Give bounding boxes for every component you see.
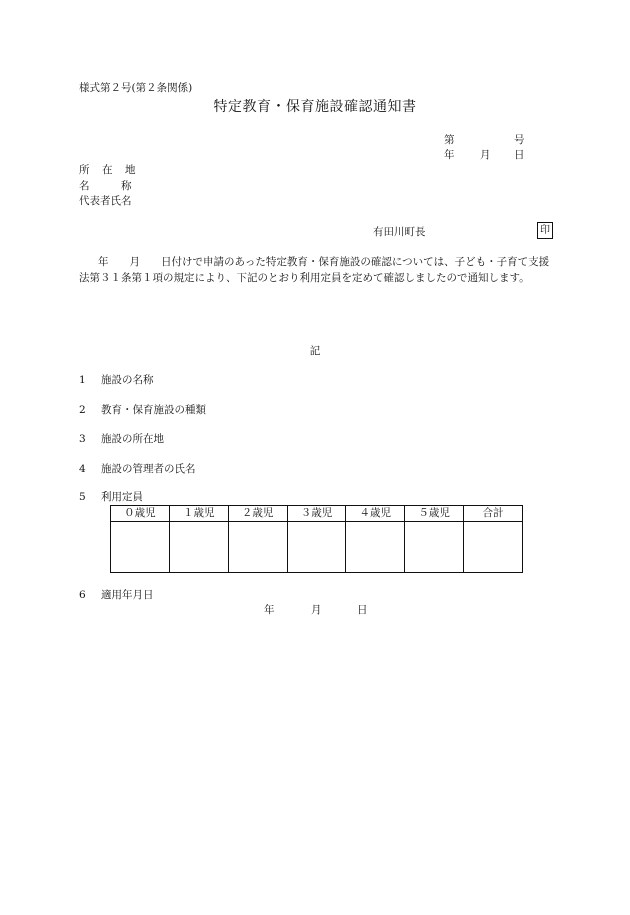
item-capacity: 利用定員 [101, 491, 143, 503]
capacity-header-age2: ２歳児 [228, 506, 287, 522]
capacity-cell-age2 [228, 522, 287, 573]
effective-date-day: 日 [357, 604, 368, 616]
capacity-cell-age3 [287, 522, 346, 573]
item-number: 1 [79, 374, 86, 386]
capacity-header-age3: ３歳児 [287, 506, 346, 522]
ki-heading: 記 [309, 345, 321, 357]
date-day-label: 日 [514, 149, 525, 161]
item-number: 6 [79, 589, 86, 601]
capacity-cell-age5 [405, 522, 464, 573]
capacity-header-age1: １歳児 [169, 506, 228, 522]
capacity-header-row [111, 506, 523, 522]
notice-body-text: 年 月 日付けで申請のあった特定教育・保育施設の確認については、子ども・子育て支援法第３１条第１項の規定により、下記のとおり利用定員を定めて確認しましたので通知します。 [79, 256, 550, 284]
capacity-cell-age1 [169, 522, 228, 573]
item-manager-name: 施設の管理者の氏名 [101, 463, 196, 475]
issuer-title: 有田川町長 [373, 226, 426, 238]
effective-date-year: 年 [264, 604, 275, 616]
name-label: 名 称 [79, 180, 132, 192]
effective-date-month: 月 [311, 604, 322, 616]
date-month-label: 月 [480, 149, 491, 161]
capacity-header-total: 合計 [464, 506, 523, 522]
item-facility-name: 施設の名称 [101, 374, 154, 386]
capacity-header-age4: ４歳児 [346, 506, 405, 522]
item-facility-address: 施設の所在地 [101, 433, 164, 445]
capacity-table [110, 505, 523, 573]
capacity-header-age0: ０歳児 [111, 506, 170, 522]
capacity-header-age5: ５歳児 [405, 506, 464, 522]
capacity-cell-total [464, 522, 523, 573]
item-facility-type: 教育・保育施設の種類 [101, 404, 206, 416]
address-label: 所 在 地 [79, 164, 137, 176]
representative-label: 代表者氏名 [79, 195, 132, 207]
doc-number-prefix: 第 [444, 134, 455, 146]
date-year-label: 年 [444, 149, 455, 161]
seal-mark: 印 [537, 222, 553, 239]
item-effective-date: 適用年月日 [101, 589, 154, 601]
capacity-cell-age0 [111, 522, 170, 573]
item-number: 4 [79, 463, 86, 475]
item-number: 3 [79, 433, 86, 445]
capacity-value-row [111, 522, 523, 573]
item-number: 2 [79, 404, 86, 416]
document-title: 特定教育・保育施設確認通知書 [213, 99, 417, 115]
doc-number-suffix: 号 [514, 134, 525, 146]
form-number: 様式第２号(第２条関係) [79, 82, 193, 94]
item-number: 5 [79, 491, 86, 503]
capacity-cell-age4 [346, 522, 405, 573]
